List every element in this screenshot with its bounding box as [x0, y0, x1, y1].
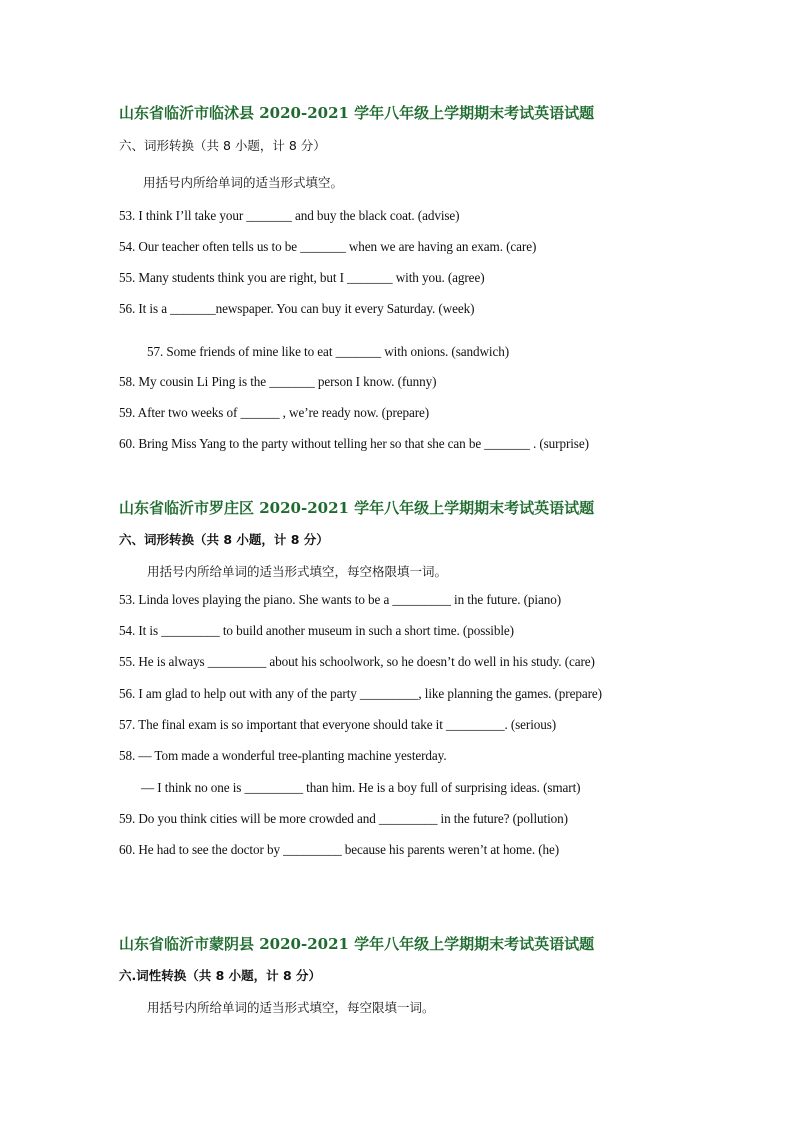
question-item: 58. My cousin Li Ping is the _______ person I know. (funny) — [119, 374, 437, 389]
question-item: 58. — Tom made a wonderful tree-planting machine yesterday. — [119, 748, 447, 763]
section-heading: 六、词形转换（共 8 小题，计 8 分） — [119, 138, 326, 153]
section-title: 山东省临沂市蒙阴县 2020-2021 学年八年级上学期期末考试英语试题 — [119, 935, 595, 953]
section-title: 山东省临沂市罗庄区 2020-2021 学年八年级上学期期末考试英语试题 — [119, 499, 595, 517]
question-item: 53. Linda loves playing the piano. She wants to be a _________ in the future. (piano) — [119, 592, 561, 607]
section-instruction: 用括号内所给单词的适当形式填空，每空限填一词。 — [147, 1000, 435, 1015]
question-item: 57. The final exam is so important that everyone should take it _________. (serious) — [119, 717, 557, 732]
question-item: 59. After two weeks of ______ , we’re ready now. (prepare) — [119, 405, 430, 420]
question-item: 55. He is always _________ about his schoolwork, so he doesn’t do well in his study. (care) — [119, 654, 595, 669]
question-item: 60. He had to see the doctor by _________ because his parents weren’t at home. (he) — [119, 842, 560, 857]
question-item: 54. It is _________ to build another museum in such a short time. (possible) — [119, 623, 514, 638]
question-item: 57. Some friends of mine like to eat _______ with onions. (sandwich) — [147, 344, 510, 359]
section-heading: 六、词形转换（共 8 小题，计 8 分） — [119, 532, 329, 547]
question-item: 59. Do you think cities will be more crowded and _________ in the future? (pollution) — [119, 811, 568, 826]
section-heading: 六.词性转换（共 8 小题，计 8 分） — [119, 968, 322, 983]
question-item: — I think no one is _________ than him. He is a boy full of surprising ideas. (smart) — [141, 780, 581, 795]
question-item: 54. Our teacher often tells us to be _______ when we are having an exam. (care) — [119, 239, 537, 254]
section-instruction: 用括号内所给单词的适当形式填空。 — [143, 175, 344, 190]
section-instruction: 用括号内所给单词的适当形式填空，每空格限填一词。 — [147, 564, 448, 579]
question-item: 53. I think I’ll take your _______ and buy the black coat. (advise) — [119, 208, 460, 223]
question-item: 56. I am glad to help out with any of the party _________, like planning the games. (prepare) — [119, 686, 602, 701]
question-item: 55. Many students think you are right, but I _______ with you. (agree) — [119, 270, 485, 285]
question-item: 56. It is a _______newspaper. You can buy it every Saturday. (week) — [119, 301, 475, 316]
section-title: 山东省临沂市临沭县 2020-2021 学年八年级上学期期末考试英语试题 — [119, 104, 595, 122]
question-item: 60. Bring Miss Yang to the party without telling her so that she can be _______ . (surprise) — [119, 436, 589, 451]
